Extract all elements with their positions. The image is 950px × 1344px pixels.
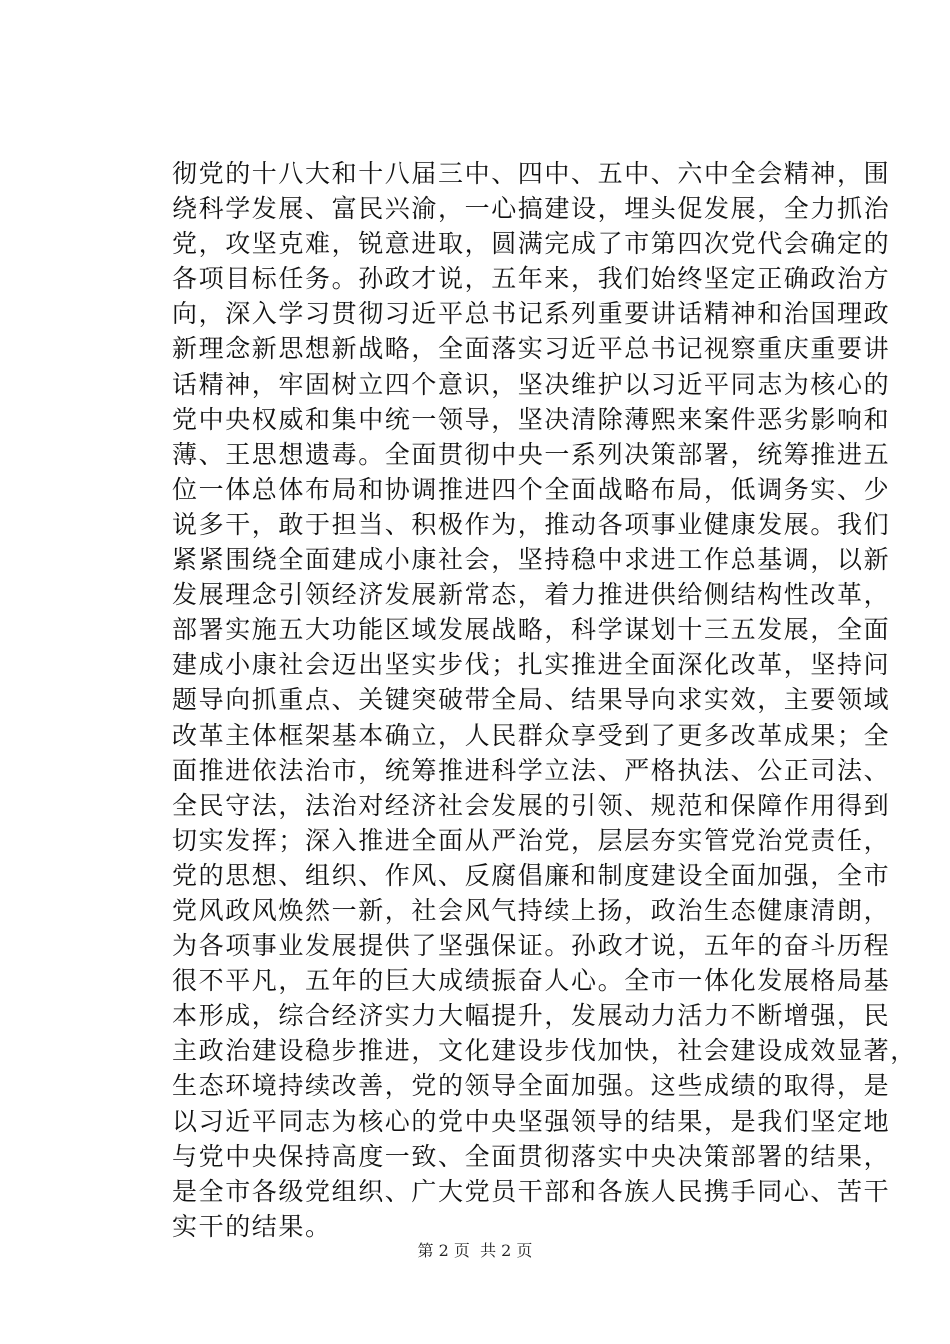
text-line: 切实发挥；深入推进全面从严治党，层层夯实管党治党责任， bbox=[172, 825, 891, 855]
text-line: 发展理念引领经济发展新常态，着力推进供给侧结构性改革， bbox=[172, 580, 891, 610]
text-line: 新理念新思想新战略，全面落实习近平总书记视察重庆重要讲 bbox=[172, 334, 891, 364]
text-line: 各项目标任务。孙政才说，五年来，我们始终坚定正确政治方 bbox=[172, 264, 891, 294]
text-line: 话精神，牢固树立四个意识，坚决维护以习近平同志为核心的 bbox=[172, 369, 891, 399]
text-line: 本形成，综合经济实力大幅提升，发展动力活力不断增强，民 bbox=[172, 1001, 891, 1031]
text-line: 党风政风焕然一新，社会风气持续上扬，政治生态健康清朗， bbox=[172, 895, 891, 925]
text-line: 党的思想、组织、作风、反腐倡廉和制度建设全面加强，全市 bbox=[172, 860, 891, 890]
text-line: 向，深入学习贯彻习近平总书记系列重要讲话精神和治国理政 bbox=[172, 299, 891, 329]
text-line: 实干的结果。 bbox=[172, 1211, 332, 1241]
text-line: 全民守法，法治对经济社会发展的引领、规范和保障作用得到 bbox=[172, 790, 891, 820]
text-line: 紧紧围绕全面建成小康社会，坚持稳中求进工作总基调，以新 bbox=[172, 545, 891, 575]
text-line: 党，攻坚克难，锐意进取，圆满完成了市第四次党代会确定的 bbox=[172, 229, 891, 259]
text-line: 说多干，敢于担当、积极作为，推动各项事业健康发展。我们 bbox=[172, 509, 891, 539]
text-line: 为各项事业发展提供了坚强保证。孙政才说，五年的奋斗历程 bbox=[172, 931, 891, 961]
text-line: 与党中央保持高度一致、全面贯彻落实中央决策部署的结果， bbox=[172, 1141, 891, 1171]
text-line: 党中央权威和集中统一领导，坚决清除薄熙来案件恶劣影响和 bbox=[172, 404, 891, 434]
page-footer bbox=[0, 1241, 950, 1261]
text-line: 改革主体框架基本确立，人民群众享受到了更多改革成果；全 bbox=[172, 720, 891, 750]
text-line: 部署实施五大功能区域发展战略，科学谋划十三五发展，全面 bbox=[172, 615, 891, 645]
text-line: 位一体总体布局和协调推进四个全面战略布局，低调务实、少 bbox=[172, 474, 891, 504]
text-line: 主政治建设稳步推进，文化建设步伐加快，社会建设成效显著， bbox=[172, 1036, 917, 1066]
text-line: 生态环境持续改善，党的领导全面加强。这些成绩的取得，是 bbox=[172, 1071, 891, 1101]
text-line: 是全市各级党组织、广大党员干部和各族人民携手同心、苦干 bbox=[172, 1176, 891, 1206]
text-line: 绕科学发展、富民兴渝，一心搞建设，埋头促发展，全力抓治 bbox=[172, 194, 891, 224]
text-line: 很不平凡，五年的巨大成绩振奋人心。全市一体化发展格局基 bbox=[172, 966, 891, 996]
page-number-label: 第 2 页 共 2 页 bbox=[417, 1241, 533, 1260]
text-line: 建成小康社会迈出坚实步伐；扎实推进全面深化改革，坚持问 bbox=[172, 650, 891, 680]
body-text bbox=[172, 156, 917, 1244]
text-line: 薄、王思想遗毒。全面贯彻中央一系列决策部署，统筹推进五 bbox=[172, 439, 891, 469]
text-line: 面推进依法治市，统筹推进科学立法、严格执法、公正司法、 bbox=[172, 755, 891, 785]
text-line: 题导向抓重点、关键突破带全局、结果导向求实效，主要领域 bbox=[172, 685, 891, 715]
text-line: 以习近平同志为核心的党中央坚强领导的结果，是我们坚定地 bbox=[172, 1106, 891, 1136]
text-line: 彻党的十八大和十八届三中、四中、五中、六中全会精神，围 bbox=[172, 159, 891, 188]
